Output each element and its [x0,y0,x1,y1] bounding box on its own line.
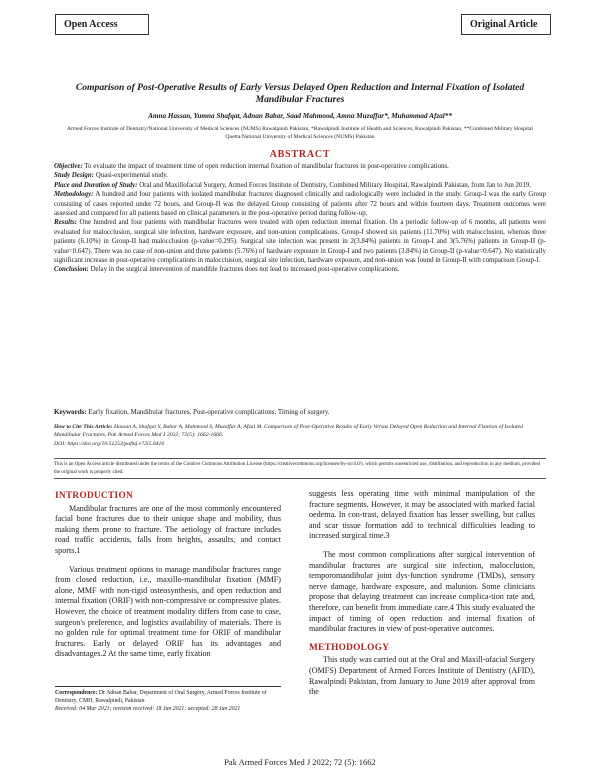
correspondence-label: Correspondence: [55,690,98,696]
place-label: Place and Duration of Study: [54,181,138,189]
article-type-badge: Original Article [461,14,551,35]
results-text: One hundred and four patients with mandibular fractures were treated with open reduction internal fixation. On a periodic follow-up of 6 months, all patients were evaluated for malocclusion, surgical site infection, hardware exposure, and non-union complications. Group-I showed six patients (11.70%) with malocclusion, whereas three patients (6.10%) in Group-II had malocclusion (p-value=0.295). Surgical site infection was present in 2(3.84%) patients in Group-I and 3(5.76%) patients in Group-II (p-value=0.647). There was no case of non-union and three patients (5.76%) of hardware exposure in Group-I and two patients (3.84%) in Group-II (p-value=0.647). No statistically significant increase in post-operative complications in malocclusion, surgical site infection, hardware exposure, and non-union was found in Group-II with comparison Group-I. [54,219,546,265]
license-note: This is an Open Access article distributed under the terms of the Creative Commons Attribution License (https://creativecommons.org/licenses/by-nc/4.0/), which permits unrestricted use, distribution, and reproduction in any medium, provided the original work is properly cited. [54,458,546,479]
abstract-conclusion [54,265,546,274]
article-title: Comparison of Post-Operative Results of Early Versus Delayed Open Reduction and Internal Fixation of Isolated Mandibular Fractures [75,82,525,105]
citation-label: How to Cite This Article: [54,424,113,430]
keywords-text: Early fixation, Mandibular fractures, Post-operative complications, Timing of surgery. [86,408,330,416]
correspondence-note [55,686,281,713]
abstract-objective [54,162,546,171]
introduction-heading: INTRODUCTION [55,491,133,501]
abstract-design [54,171,546,180]
affiliations: Armed Forces Institute of Dentistry/National University of Medical Sciences (NUMS) Rawalpindi Pakistan, *Rawalpindi Institute of Health and Sciences, Rawalpindi Pakistan, **Combined Military Hospital Quetta/National University of Medical Sciences (NUMS) Pakistan [67,126,533,140]
objective-label: Objective: [54,163,83,170]
right-column [309,489,535,706]
conclusion-label: Conclusion: [54,266,89,274]
page-footer: Pak Armed Forces Med J 2022; 72 (5): 1662 [224,757,376,767]
abstract-heading: ABSTRACT [269,149,331,160]
place-text: Oral and Maxillofacial Surgery, Armed Forces Institute of Dentistry, Combined Military Hospital, Rawalpindi Pakistan, from Jan to Jun 2019. [137,181,532,189]
left-column [55,491,281,668]
correspondence-text: Dr Adnan Babar, Department of Oral Surgery, Armed Forces Institute of Dentistry, CMH, Rawalpindi, Pakistan [55,690,267,704]
intro-paragraph-1: Mandibular fractures are one of the most commonly encountered facial bone fractures due to their unique shape and mobility, thus making them prone to fracture. The aetiology of fracture includes road traffic accidents, falls from heights, assaults, and contact sports.1 [55,503,281,555]
abstract-results [54,218,546,265]
citation [54,423,546,448]
right-paragraph-1: suggests less operating time with minimal manipulation of the fracture segments. However, it may be associated with marked facial oedema. In con-trast, delayed fixation has lesser swelling, but callus and scar tissue formation add to technical difficulties leading to increased surgical time.3 [309,489,535,541]
conclusion-text: Delay in the surgical intervention of mandible fractures does not lead to increased post-operative complications. [88,266,400,274]
citation-doi[interactable]: DOI: https://doi.org/10.51253/pafmj.v72i5.6416 [54,440,165,447]
abstract-place [54,181,546,190]
methodology-text: A hundred and four patients with isolated mandibular fractures diagnosed clinically and radiologically were included in the study. Group-I was the early Group consisting of cases reported under 72 hours, and Group-II was the delayed Group consisting of patients after 72 hours and within fourteen days. Treatment outcomes were assessed and compared for all patients based on clinical parameters in the post-operative period during follow-up. [54,191,546,218]
authors: Amna Hassan, Yumna Shafqat, Adnan Babar, Saad Mahmood, Amna Muzaffar*, Muhammad Afzal** [148,112,452,120]
design-label: Study Design: [54,172,95,180]
abstract-body [54,162,546,275]
right-paragraph-3: This study was carried out at the Oral and Maxill-ofacial Surgery (OMFS) Department of Armed Forces Institute of Dentistry (AFID), Rawalpindi Pakistan, from January to June 2019 after approval from the [309,655,535,697]
methodology-label: Methodology: [54,191,94,199]
methodology-heading: METHODOLOGY [309,642,390,653]
open-access-badge: Open Access [55,14,149,35]
intro-paragraph-2: Various treatment options to manage mandibular fractures range from closed reduction, i.e., maxillo-mandibular fixation (MMF) alone, MMF with non-rigid osteosynthesis, and open reduction and internal fixation (ORIF) with non-compressive or compressive plates. However, the choice of treatment modality differs from case to case, surgeon's preference, and logistics availability of materials. There is no golden rule for optimal treatment time for ORIF of mandibular fractures. Early or delayed ORIF has its advantages and disadvantages.2 At the same time, early fixation [55,564,281,659]
keywords-label: Keywords: [54,408,87,416]
citation-text: Hassan A, Shafqat Y, Babar A, Mahmood S, Muzaffar A, Afzal M. Comparison of Post-Operative Results of Early Versus Delayed Open Reduction and Internal Fixation of Isolated Mandibular Fractures. Pak Armed Forces Med J 2022; 72(5): 1662-1666. [54,424,523,439]
keywords [54,408,546,416]
design-text: Quasi-experimental study. [94,172,169,180]
objective-text: To evaluate the impact of treatment time of open reduction internal fixation of mandibular fractures in post-operative complications. [82,163,449,170]
right-paragraph-2: The most common complications after surgical intervention of mandibular fractures are surgical site infection, malocclusion, temporomandibular joint dys-function syndrome (TMDs), sensory nerve damage, hardware exposure, and malunion. Some clinicians propose that delaying treatment can increase complica-tion rate and, therefore, can benefit from immediate care.4 This study evaluated the impact of timing of open reduction and internal fixation of mandibular fractures in view of post-operative outcomes. [309,549,535,634]
correspondence-dates: Received: 04 Mar 2021; revision received: 18 Jun 2021; accepted: 28 Jun 2021 [55,705,241,712]
abstract-methodology [54,190,546,218]
results-label: Results: [54,219,77,227]
